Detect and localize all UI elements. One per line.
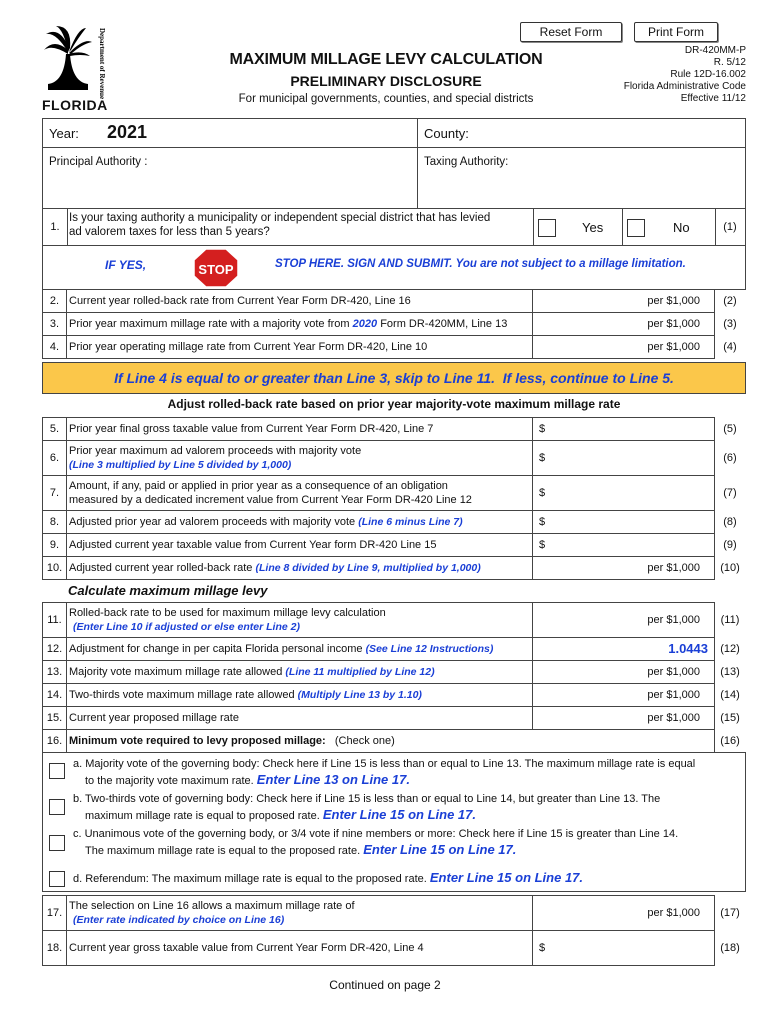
option-c-text: c. Unanimous vote of the governing body, or 3/4 vote if nine members or more: Check here if Line 15 is greater than Line 14. The maximum millage rate is equal to the proposed rate. Enter Line 15 on Line 17. [73,828,679,857]
line-17-row: 17. The selection on Line 16 allows a maximum millage rate of (Enter rate indicated by choice on Line 16) per $1,000 (17) [42,895,746,931]
line-2-row: 2. Current year rolled-back rate from Current Year Form DR-420, Line 16 per $1,000 (2) [42,289,746,313]
line-11-input[interactable]: per $1,000 [532,602,715,638]
line-6-input[interactable]: $ [532,440,715,476]
print-form-button[interactable]: Print Form [634,22,718,42]
svg-text:Department of Revenue: Department of Revenue [98,28,106,100]
line-2-input[interactable]: per $1,000 [532,289,715,313]
line-5-input[interactable]: $ [532,417,715,441]
line-9-row: 9. Adjusted current year taxable value from Current Year form DR-420 Line 15 $ (9) [42,533,746,557]
florida-wordmark: FLORIDA [42,97,108,113]
line-13-row: 13. Majority vote maximum millage rate allowed (Line 11 multiplied by Line 12) per $1,000 (13) [42,660,746,684]
line-6-row: 6. Prior year maximum ad valorem proceeds with majority vote (Line 3 multiplied by Line 5 divided by 1,000) $ (6) [42,440,746,476]
form-title: MAXIMUM MILLAGE LEVY CALCULATION [229,51,543,68]
line-3-row: 3. Prior year maximum millage rate with a majority vote from 2020 Form DR-420MM, Line 13 per $1,000 (3) [42,312,746,336]
line-8-input[interactable]: $ [532,510,715,534]
yes-checkbox[interactable] [538,219,556,237]
section-adjust-header: Adjust rolled-back rate based on prior year majority-vote maximum millage rate [167,397,621,411]
line-10-row: 10. Adjusted current year rolled-back rate (Line 8 divided by Line 9, multiplied by 1,000) per $1,000 (10) [42,556,746,580]
option-d-checkbox[interactable] [49,871,65,887]
line-9-input[interactable]: $ [532,533,715,557]
no-checkbox[interactable] [627,219,645,237]
line-15-row: 15. Current year proposed millage rate per $1,000 (15) [42,706,746,730]
option-a-text: a. Majority vote of the governing body: Check here if Line 15 is less than or equal to Line 13. The maximum millage rate is equal to the majority vote maximum rate. Enter Line 13 on Line 17. [73,758,696,787]
form-identifier: DR-420MM-P R. 5/12 Rule 12D-16.002 Florida Administrative Code Effective 11/12 [623,45,746,104]
taxing-authority-field[interactable]: Taxing Authority: [417,147,746,209]
line-1-row: 1. Is your taxing authority a municipality or independent special district that has levied ad valorem taxes for less than 5 years? Yes No (1) [42,208,746,246]
line-4-row: 4. Prior year operating millage rate from Current Year Form DR-420, Line 10 per $1,000 (4) [42,335,746,359]
option-b-text: b. Two-thirds vote of governing body: Check here if Line 15 is less than or equal to Line 14, but greater than Line 13. The maximum millage rate is equal to proposed rate. Enter Line 15 on Line 17. [73,793,661,822]
line-12-row: 12. Adjustment for change in per capita Florida personal income (See Line 12 Instructions) 1.0443 (12) [42,637,746,661]
option-b-checkbox[interactable] [49,799,65,815]
stop-row: IF YES, STOP STOP HERE. SIGN AND SUBMIT. You are not subject to a millage limitation. [42,245,746,290]
section-calculate-header: Calculate maximum millage levy [68,583,268,598]
reset-form-button[interactable]: Reset Form [520,22,622,42]
line-7-row: 7. Amount, if any, paid or applied in prior year as a consequence of an obligation measured by a dedicated increment value from Current Year Form DR-420 Line 12 $ (7) [42,475,746,511]
option-a-checkbox[interactable] [49,763,65,779]
svg-text:STOP: STOP [198,262,234,277]
florida-dor-logo [42,24,108,113]
line-14-input[interactable]: per $1,000 [532,683,715,707]
line-18-input[interactable]: $ [532,930,715,966]
year-value: 2021 [107,122,148,142]
year-field[interactable]: Year: 2021 [42,118,418,148]
instruction-banner: If Line 4 is equal to or greater than Line 3, skip to Line 11. If less, continue to Line 5. [42,362,746,394]
stop-sign-icon [193,248,239,288]
line-16-options [42,752,746,892]
line-15-input[interactable]: per $1,000 [532,706,715,730]
line-17-input[interactable]: per $1,000 [532,895,715,931]
line-7-input[interactable]: $ [532,475,715,511]
principal-authority-field[interactable]: Principal Authority : [42,147,418,209]
county-field[interactable]: County: [417,118,746,148]
form-subtitle: PRELIMINARY DISCLOSURE [290,73,482,89]
line-8-row: 8. Adjusted prior year ad valorem proceeds with majority vote (Line 6 minus Line 7) $ (8) [42,510,746,534]
line-4-input[interactable]: per $1,000 [532,335,715,359]
line-18-row: 18. Current year gross taxable value from Current Year Form DR-420, Line 4 $ (18) [42,930,746,966]
page-footer: Continued on page 2 [329,978,441,992]
line-14-row: 14. Two-thirds vote maximum millage rate allowed (Multiply Line 13 by 1.10) per $1,000 (14) [42,683,746,707]
palm-tree-icon [42,24,106,100]
line-3-input[interactable]: per $1,000 [532,312,715,336]
line-11-row: 11. Rolled-back rate to be used for maximum millage levy calculation (Enter Line 10 if adjusted or else enter Line 2) per $1,000 (11) [42,602,746,638]
form-description: For municipal governments, counties, and special districts [238,93,534,105]
option-d-text: d. Referendum: The maximum millage rate is equal to the proposed rate. Enter Line 15 on Line 17. [73,870,584,885]
line-13-input[interactable]: per $1,000 [532,660,715,684]
option-c-checkbox[interactable] [49,835,65,851]
line-16-row: 16. Minimum vote required to levy proposed millage: (Check one) (16) [42,729,746,753]
prior-year-value: 2020 [352,318,378,330]
line-5-row: 5. Prior year final gross taxable value from Current Year Form DR-420, Line 7 $ (5) [42,417,746,441]
line-10-input[interactable]: per $1,000 [532,556,715,580]
line-12-value[interactable]: 1.0443 [532,637,715,661]
